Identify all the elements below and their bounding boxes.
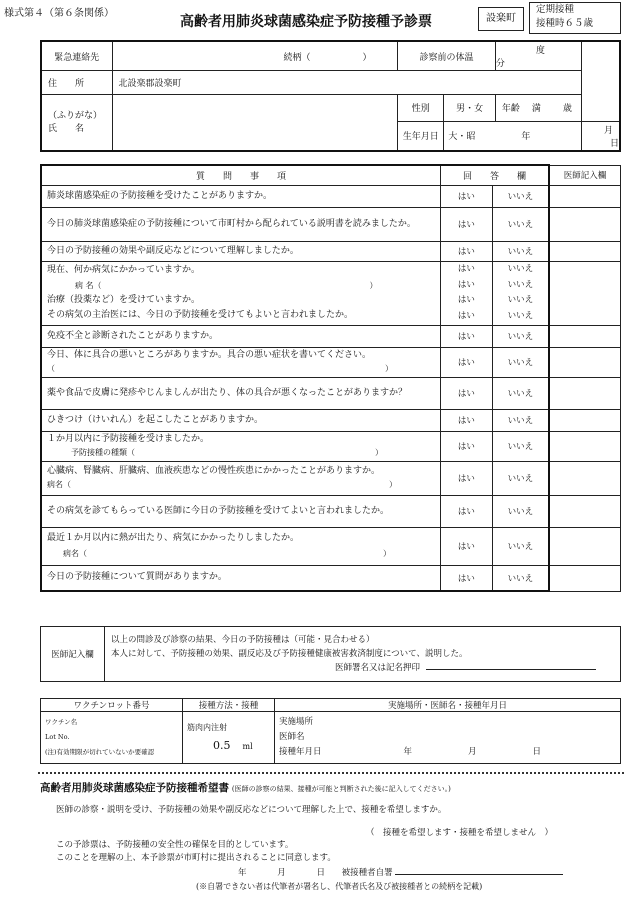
vaccine-name-label: ワクチン名 (45, 718, 78, 726)
dose-value: 0.5 (213, 739, 231, 752)
q6-open: （ (47, 364, 55, 373)
q9-sub-label: 予防接種の種類（ (71, 448, 135, 457)
q5-doctor[interactable] (549, 325, 621, 347)
relation-close: ） (362, 52, 372, 63)
town-badge: 設楽町 (478, 7, 524, 31)
q10-yes[interactable]: はい (441, 461, 493, 495)
q2-doctor[interactable] (549, 207, 621, 241)
q4a-sub-label: 病 名（ (75, 281, 102, 290)
q10-sub-label: 病名（ (47, 480, 71, 489)
vaccination-date-row (279, 745, 620, 760)
consent-title-note: (医師の診察の結果、接種が可能と判断された後に記入してください。) (231, 785, 451, 793)
address-value[interactable]: 北設楽郡設楽町 (112, 71, 581, 95)
q11-yes[interactable]: はい (441, 495, 493, 527)
consent-line2: この予診票は、予防接種の安全性の確保を目的としています。 (56, 840, 294, 850)
q6-no[interactable]: いいえ (492, 347, 549, 377)
vaccine-place-header: 実施場所・医師名・接種年月日 (275, 699, 621, 712)
consent-title: 高齢者用肺炎球菌感染症予防接種希望書 (40, 782, 229, 794)
q3-yes[interactable]: はい (441, 241, 493, 261)
doctor-label: 医師記入欄 (41, 627, 105, 682)
periodic-line2: 接種時６５歳 (536, 18, 594, 29)
address-label: 住 所 (41, 71, 112, 95)
info-table (40, 40, 621, 152)
sign-day: 日 (316, 868, 325, 878)
consent-line3: このことを理解の上、本予診票が市町村に提出されることに同意します。 (56, 853, 336, 863)
vaccine-method-cell[interactable] (183, 712, 275, 764)
name-label-cell (41, 95, 112, 151)
form-label: 様式第４（第６条関係） (4, 8, 114, 19)
place-label: 実施場所 (279, 717, 314, 727)
q13: 今日の予防接種について質問がありますか。 (41, 565, 441, 591)
sign-month: 月 (277, 868, 286, 878)
q6 (41, 347, 441, 377)
q13-yes[interactable]: はい (441, 565, 493, 591)
header-question: 質 問 事 項 (41, 165, 441, 185)
q1-doctor[interactable] (549, 185, 621, 207)
q6-sub (47, 362, 440, 375)
q4a2-yes[interactable]: はい (457, 279, 475, 290)
q5-yes[interactable]: はい (441, 325, 493, 347)
dob-md-field[interactable] (581, 121, 620, 151)
dob-field[interactable] (444, 121, 582, 151)
q4-no[interactable] (492, 261, 549, 325)
doctor-signature-row (111, 661, 620, 675)
q4c-yes[interactable]: はい (457, 310, 475, 321)
q10-close: ） (389, 480, 397, 489)
q11-no[interactable]: いいえ (492, 495, 549, 527)
q4a-yes[interactable]: はい (457, 264, 475, 274)
vaccine-lot-cell[interactable] (41, 712, 183, 764)
q9-yes[interactable]: はい (441, 431, 493, 461)
vaccine-place-cell[interactable] (275, 712, 621, 764)
questionnaire-table (40, 164, 621, 592)
q8-yes[interactable]: はい (441, 409, 493, 431)
header-answer: 回 答 欄 (441, 165, 549, 185)
q2-yes[interactable]: はい (441, 207, 493, 241)
sign-label: 被接種者自署 (341, 868, 393, 878)
q12-doctor[interactable] (549, 527, 621, 565)
dose-unit: ml (242, 742, 253, 751)
q9-close: ） (375, 448, 383, 457)
dotted-divider (38, 772, 624, 774)
q9-text: １か月以内に予防接種を受けましたか。 (47, 434, 210, 444)
q12-no[interactable]: いいえ (492, 527, 549, 565)
q1: 肺炎球菌感染症の予防接種を受けたことがありますか。 (41, 185, 441, 207)
sex-options[interactable]: 男・女 (444, 95, 495, 121)
doctor-line2: 本人に対して、予防接種の効果、副反応及び予防接種健康被害救済制度について、説明した。 (111, 649, 468, 659)
consent-footnote: (※自署できない者は代筆者が署名し、代筆者氏名及び被接種者との続柄を記載) (196, 882, 483, 891)
date-day: 日 (532, 747, 542, 757)
vaccine-method-header: 接種方法・接種 (183, 699, 275, 712)
q8-no[interactable]: いいえ (492, 409, 549, 431)
doctor-body (105, 627, 621, 682)
dob-label: 生年月日 (398, 121, 444, 151)
q9-doctor[interactable] (549, 431, 621, 461)
dob-month: 月 (603, 125, 613, 136)
q4a: 現在、何か病気にかかっていますか。 (47, 265, 201, 275)
q10 (41, 461, 441, 495)
emergency-field[interactable] (112, 41, 283, 71)
q8-doctor[interactable] (549, 409, 621, 431)
page-title: 高齢者用肺炎球菌感染症予防接種予診票 (180, 14, 432, 30)
dob-day: 日 (609, 138, 619, 149)
age-label: 年齢 (501, 104, 520, 115)
relation-field[interactable] (284, 41, 398, 71)
expiry-note: (注)有効期限が切れていないか要確認 (45, 748, 155, 756)
periodic-badge (529, 2, 621, 34)
consent-signature-row (238, 866, 563, 878)
q3-no[interactable]: いいえ (492, 241, 549, 261)
temp-unit-min: 分 (495, 59, 505, 70)
vaccine-table (40, 698, 621, 764)
age-prefix: 満 (531, 104, 541, 115)
q12-text: 最近１か月以内に熱が出たり、病気にかかったりしましたか。 (47, 533, 300, 543)
q5-no[interactable]: いいえ (492, 325, 549, 347)
sex-label: 性別 (398, 95, 444, 121)
q2-no[interactable]: いいえ (492, 207, 549, 241)
date-label: 接種年月日 (279, 747, 322, 757)
dob-year: 年 (521, 132, 531, 143)
consent-title-row (40, 780, 451, 795)
q12-yes[interactable]: はい (441, 527, 493, 565)
sign-year: 年 (238, 868, 247, 878)
q13-no[interactable]: いいえ (492, 565, 549, 591)
q3: 今日の予防接種の効果や副反応などについて理解しましたか。 (41, 241, 441, 261)
sign-line[interactable] (395, 874, 563, 875)
temp-field[interactable] (495, 41, 581, 71)
q4 (41, 261, 441, 325)
q4a2-no[interactable]: いいえ (507, 279, 534, 290)
name-field[interactable] (112, 95, 398, 151)
q7-yes[interactable]: はい (441, 377, 493, 409)
q4a-sub (47, 278, 440, 293)
q6-text: 今日、体に具合の悪いところがありますか。具合の悪い症状を書いてください。 (47, 350, 372, 360)
periodic-line1: 定期接種 (536, 4, 575, 15)
q4a-no[interactable]: いいえ (507, 264, 534, 274)
q5: 免疫不全と診断されたことがありますか。 (41, 325, 441, 347)
q4b: 治療（投薬など）を受けていますか。 (47, 295, 201, 305)
q12-close: ） (383, 549, 391, 558)
q11-doctor[interactable] (549, 495, 621, 527)
doctor-signature-label: 医師署名又は記名押印 (335, 663, 421, 673)
emergency-label: 緊急連絡先 (41, 41, 112, 71)
q10-text: 心臓病、腎臓病、肝臓病、血液疾患などの慢性疾患にかかったことがありますか。 (47, 466, 381, 476)
q12-sub (47, 546, 440, 562)
furigana-label: （ふりがな） (48, 110, 103, 121)
dob-era: 大・昭 (448, 132, 476, 143)
q8: ひきつけ（けいれん）を起こしたことがありますか。 (41, 409, 441, 431)
q4c-no[interactable]: いいえ (507, 310, 534, 321)
q4b-no[interactable]: いいえ (507, 295, 534, 305)
consent-choice[interactable]: （ 接種を希望します・接種を希望しません ） (366, 828, 554, 838)
q4b-yes[interactable]: はい (457, 295, 475, 305)
q6-close: ） (385, 364, 393, 373)
q4c: その病気の主治医には、今日の予防接種を受けてもよいと言われましたか。 (47, 310, 354, 320)
lot-no-label: Lot No. (45, 733, 70, 741)
q7-doctor[interactable] (549, 377, 621, 409)
q10-doctor[interactable] (549, 461, 621, 495)
q13-doctor[interactable] (549, 565, 621, 591)
name-label: 氏 名 (48, 123, 85, 134)
q7-no[interactable]: いいえ (492, 377, 549, 409)
q9-sub (47, 446, 440, 459)
q4-doctor[interactable] (549, 261, 621, 325)
relation-label: 続柄（ (283, 52, 311, 63)
q6-yes[interactable]: はい (441, 347, 493, 377)
q6-doctor[interactable] (549, 347, 621, 377)
q12 (41, 527, 441, 565)
temp-label: 診察前の体温 (398, 41, 496, 71)
age-field[interactable] (495, 95, 581, 121)
doctor-name-label: 医師名 (279, 732, 305, 742)
q12-sub-label: 病名（ (63, 549, 87, 558)
q10-sub (47, 478, 440, 491)
method-value: 筋肉内注射 (187, 723, 227, 732)
temp-unit-deg: 度 (535, 46, 545, 57)
q9 (41, 431, 441, 461)
q3-doctor[interactable] (549, 241, 621, 261)
q11: その病気を診てもらっている医師に今日の予防接種を受けてよいと言われましたか。 (41, 495, 441, 527)
header-doctor: 医師記入欄 (549, 165, 621, 185)
doctor-signature-line[interactable] (426, 669, 596, 670)
q1-yes[interactable]: はい (441, 185, 493, 207)
q2: 今日の肺炎球菌感染症の予防接種について市町村から配られている説明書を読みましたか。 (41, 207, 441, 241)
doctor-section (40, 626, 621, 682)
doctor-line1: 以上の問診及び診察の結果、今日の予防接種は（可能・見合わせる） (111, 635, 375, 645)
q4-yes[interactable] (441, 261, 493, 325)
q9-no[interactable]: いいえ (492, 431, 549, 461)
q4a-close: ） (369, 281, 378, 290)
date-year: 年 (403, 747, 413, 757)
vaccine-lot-header: ワクチンロット番号 (41, 699, 183, 712)
consent-line1: 医師の診察・説明を受け、予防接種の効果や副反応などについて理解した上で、接種を希望しますか。 (56, 805, 447, 815)
q10-no[interactable]: いいえ (492, 461, 549, 495)
q1-no[interactable]: いいえ (492, 185, 549, 207)
q7: 薬や食品で皮膚に発疹やじんましんが出たり、体の具合が悪くなったことがありますか？ (41, 377, 441, 409)
age-unit: 歳 (562, 104, 572, 115)
date-month: 月 (468, 747, 477, 757)
